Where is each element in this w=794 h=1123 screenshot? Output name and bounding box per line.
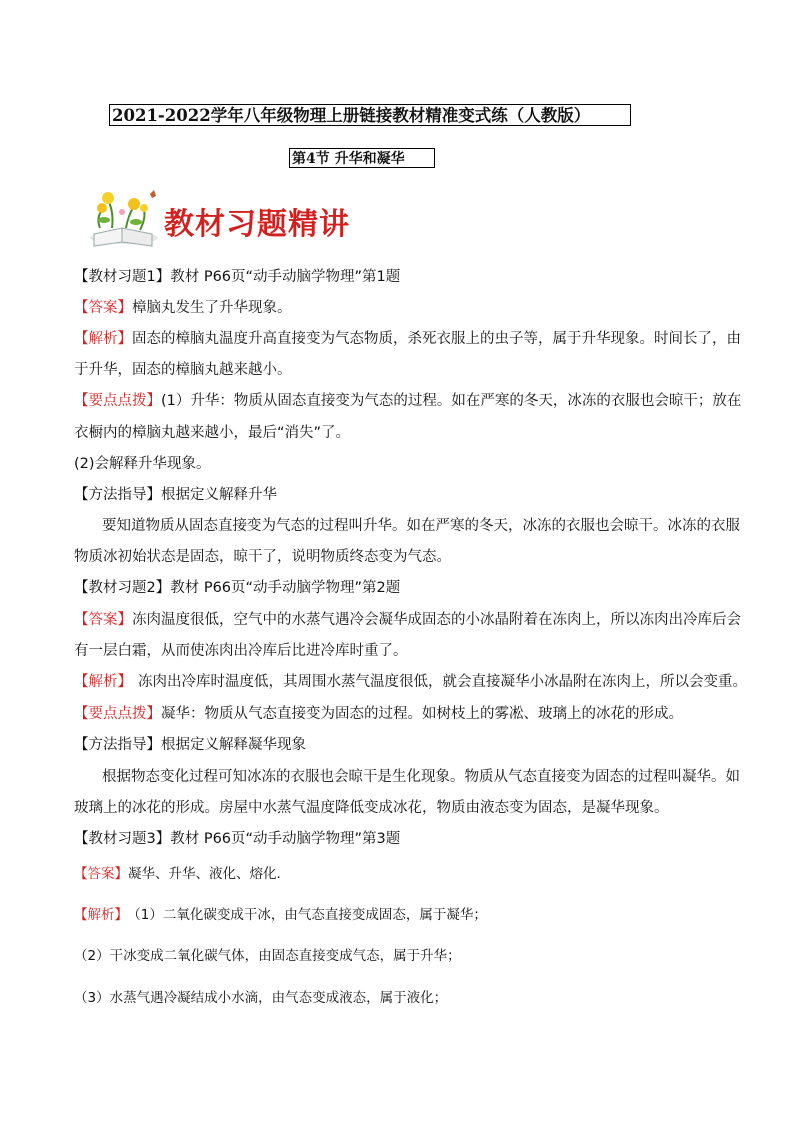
q1-key-point-2: (2)会解释升华现象。 xyxy=(74,456,211,472)
analysis-text: 固态的樟脑丸温度升高直接变为气态物质，杀死衣服上的虫子等，属于升华现象。时间长了，由 xyxy=(132,331,741,347)
q2-answer-cont: 有一层白霜，从而使冻肉出冷库后比进冷库时重了。 xyxy=(74,643,408,659)
q1-analysis-cont: 于升华，固态的樟脑丸越来越小。 xyxy=(74,362,292,378)
q1-analysis xyxy=(74,329,741,349)
key-point-tag: 【要点点拨】 xyxy=(74,706,161,722)
analysis-text: （1）二氧化碳变成干冰，由气态直接变成固态，属于凝华； xyxy=(134,907,487,923)
answer-text: 樟脑丸发生了升华现象。 xyxy=(132,300,292,316)
q1-heading: 【教材习题1】教材 P66页“动手动脑学物理”第1题 xyxy=(74,269,401,285)
q2-analysis xyxy=(74,672,747,692)
key-point-text: 凝华：物质从气态直接变为固态的过程。如树枝上的雾凇、玻璃上的冰花的形成。 xyxy=(161,706,683,722)
q3-answer xyxy=(74,864,281,884)
q2-heading: 【教材习题2】教材 P66页“动手动脑学物理”第2题 xyxy=(74,580,401,596)
q2-method-text: 根据物态变化过程可知冰冻的衣服也会晾干是生化现象。物质从气态直接变为固态的过程叫凝华。如 xyxy=(102,769,740,785)
analysis-tag: 【解析】 xyxy=(74,674,132,690)
analysis-tag: 【解析】 xyxy=(74,331,132,347)
answer-tag: 【答案】 xyxy=(74,866,128,882)
q2-key-point xyxy=(74,704,683,724)
section-title: 第4节 升华和凝华 xyxy=(289,148,435,168)
q1-key-point xyxy=(74,391,741,411)
analysis-tag: 【解析】 xyxy=(74,907,128,923)
key-point-text: (1）升华：物质从固态直接变为气态的过程。如在严寒的冬天，冰冻的衣服也会晾干；放在 xyxy=(161,393,742,409)
analysis-text: 冻肉出冷库时温度低，其周围水蒸气温度很低，就会直接凝华小冰晶附在冻肉上，所以会变重。 xyxy=(138,674,747,690)
q3-heading: 【教材习题3】教材 P66页“动手动脑学物理”第3题 xyxy=(74,831,401,847)
answer-tag: 【答案】 xyxy=(74,612,132,628)
answer-text: 冻肉温度很低，空气中的水蒸气遇冷会凝华成固态的小冰晶附着在冻肉上，所以冻肉出冷库后会 xyxy=(132,612,741,628)
q2-method-heading: 【方法指导】根据定义解释凝华现象 xyxy=(74,737,306,753)
q2-method-text-cont: 玻璃上的冰花的形成。房屋中水蒸气温度降低变成冰花，物质由液态变为固态，是凝华现象。 xyxy=(74,800,669,816)
q1-answer xyxy=(74,298,292,318)
document-title: 2021-2022学年八年级物理上册链接教材精准变式练（人教版） xyxy=(109,104,631,126)
answer-text: 凝华、升华、液化、熔化. xyxy=(128,866,281,882)
answer-tag: 【答案】 xyxy=(74,300,132,316)
q3-analysis xyxy=(74,905,487,925)
key-point-tag: 【要点点拨】 xyxy=(74,393,161,409)
q1-method-text: 要知道物质从固态直接变为气态的过程叫升华。如在严寒的冬天，冰冻的衣服也会晾干。冰冻的衣服 xyxy=(102,518,740,534)
q3-analysis-2: （2）干冰变成二氧化碳气体，由固态直接变成气态，属于升华； xyxy=(74,948,461,964)
q3-analysis-3: （3）水蒸气遇冷凝结成小水滴，由气态变成液态，属于液化； xyxy=(74,990,448,1006)
q2-answer xyxy=(74,610,741,630)
banner-heading: 教材习题精讲 xyxy=(164,207,350,242)
q1-method-text-cont: 物质冰初始状态是固态，晾干了，说明物质终态变为气态。 xyxy=(74,549,451,565)
q1-key-point-cont: 衣橱内的樟脑丸越来越小，最后“消失”了。 xyxy=(74,425,351,441)
q1-method-heading: 【方法指导】根据定义解释升华 xyxy=(74,487,277,503)
